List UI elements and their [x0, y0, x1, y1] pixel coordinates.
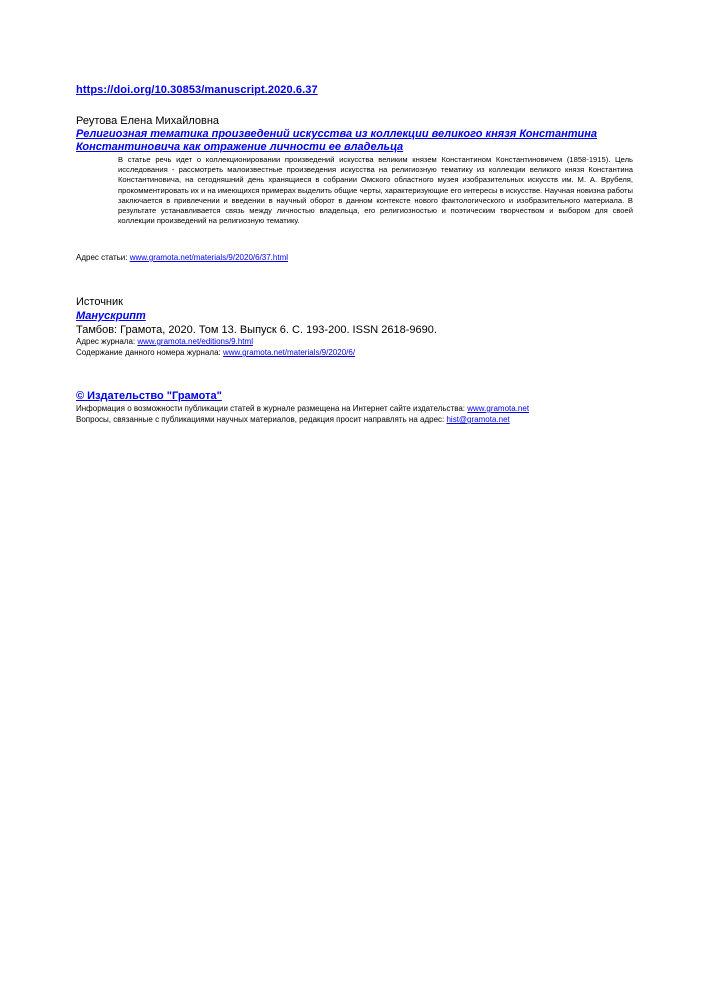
author-name: Реутова Елена Михайловна [76, 115, 220, 127]
article-url-link[interactable]: www.gramota.net/materials/9/2020/6/37.html [129, 253, 289, 262]
journal-url-line [76, 337, 253, 346]
doi-link[interactable]: https://doi.org/10.30853/manuscript.2020.6.37 [76, 84, 318, 96]
article-url-line [76, 253, 288, 262]
publisher-email-link[interactable]: hist@gramota.net [446, 415, 510, 424]
publisher-questions-text: Вопросы, связанные с публикациями научных материалов, редакция просит направлять на адрес: [76, 415, 447, 424]
issue-url-label: Содержание данного номера журнала: [76, 348, 223, 357]
article-abstract: В статье речь идет о коллекционировании произведений искусства великим князем Константином Константиновичем (1858-1915). Цель исследования - рассмотреть малоизвестные произведения искусства на религиозную тематику из коллекции великого князя Константина Константиновича, на сегодняшний день хранящиеся в собрании Омского областного музея изобразительных искусств им. М. А. Врубеля, прокомментировать их и на имеющихся примерах выделить общие черты, характеризующие его интересы в искусстве. Научная новизна работы заключается в привлечении и введении в научный оборот в данном контексте нового фактологического и изобразительного материала. В результате устанавливается связь между личностью владельца, его религиозностью и поэтическим творчеством и выбором для своей коллекции произведений на религиозную тематику. [118, 155, 633, 226]
journal-url-link[interactable]: www.gramota.net/editions/9.html [137, 337, 253, 346]
publisher-info-line [76, 404, 529, 413]
publisher-info-text: Информация о возможности публикации статей в журнале размещена на Интернет сайте издательства: [76, 404, 468, 413]
publisher-site-link[interactable]: www.gramota.net [467, 404, 530, 413]
journal-citation: Тамбов: Грамота, 2020. Том 13. Выпуск 6. C. 193-200. ISSN 2618-9690. [76, 324, 437, 336]
article-title-link[interactable]: Религиозная тематика произведений искусства из коллекции великого князя Константина Константиновича как отражение личности ее владельца [76, 128, 597, 153]
journal-url-label: Адрес журнала: [76, 337, 138, 346]
publisher-questions-line [76, 415, 510, 424]
journal-name-link[interactable]: Манускрипт [76, 310, 146, 322]
article-url-label: Адрес статьи: [76, 253, 130, 262]
source-heading: Источник [76, 296, 123, 308]
publisher-link[interactable]: © Издательство "Грамота" [76, 390, 222, 402]
issue-url-line [76, 348, 355, 357]
issue-url-link[interactable]: www.gramota.net/materials/9/2020/6/ [222, 348, 356, 357]
